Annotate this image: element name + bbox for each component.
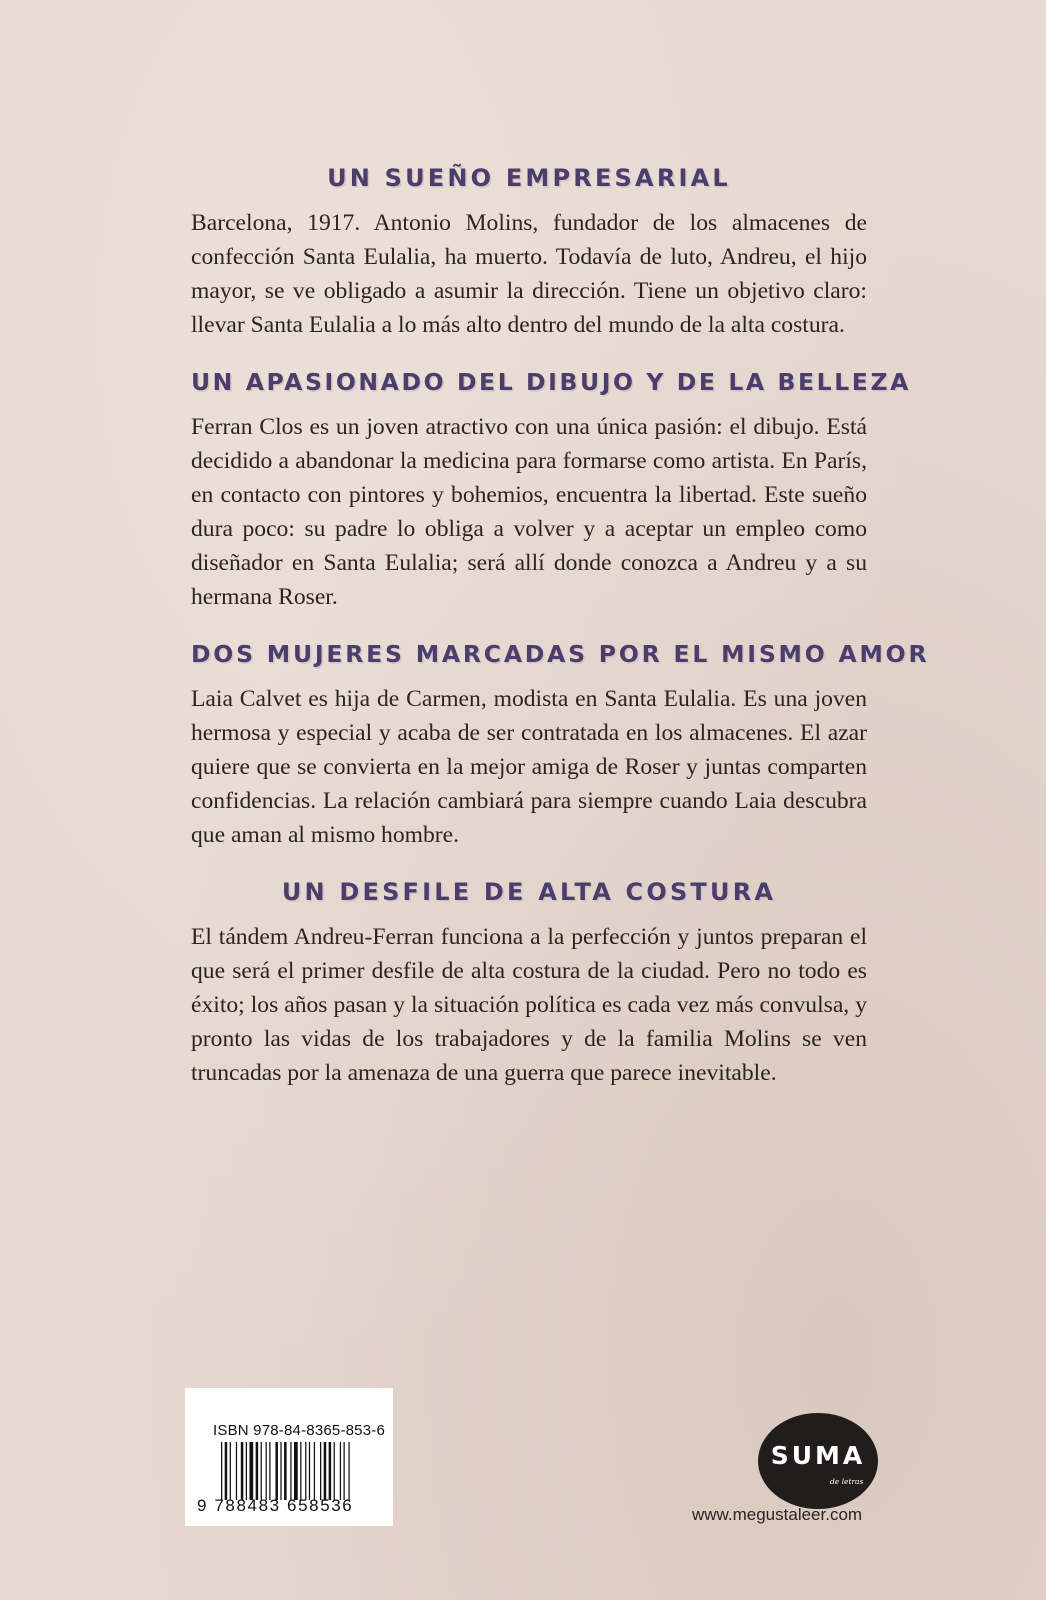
section-title-2: UN APASIONADO DEL DIBUJO Y DE LA BELLEZA: [191, 368, 911, 396]
back-cover-text: [191, 160, 930, 1090]
isbn-label: ISBN 978-84-8365-853-6: [213, 1422, 386, 1439]
publisher-logo-subtitle: de letras: [830, 1477, 864, 1486]
section-title-1: UN SUEÑO EMPRESARIAL: [327, 164, 731, 192]
barcode-bars-icon: [221, 1442, 371, 1500]
publisher-logo-name: SUMA: [770, 1441, 866, 1470]
isbn-barcode: [185, 1388, 393, 1526]
section-title-4: UN DESFILE DE ALTA COSTURA: [281, 878, 777, 906]
publisher-logo: [758, 1413, 878, 1509]
section-text-2: Ferran Clos es un joven atractivo con una única pasión: el dibujo. Está decidido a abandonar la medicina para formarse como artista. En París, en contacto con pintores y bohemios, encuentra la libertad. Este sueño dura poco: su padre lo obliga a volver y a aceptar un empleo como diseñador en Santa Eulalia; será allí donde conozca a Andreu y a su hermana Roser.: [191, 414, 867, 610]
section-text-1: Barcelona, 1917. Antonio Molins, fundador de los almacenes de confección Santa Eulalia, ha muerto. Todavía de luto, Andreu, el hijo mayor, se ve obligado a asumir la dirección. Tiene un objetivo claro: llevar Santa Eulalia a lo más alto dentro del mundo de la alta costura.: [191, 210, 867, 338]
section-text-3: Laia Calvet es hija de Carmen, modista en Santa Eulalia. Es una joven hermosa y especial y acaba de ser contratada en los almacenes. El azar quiere que se convierta en la mejor amiga de Roser y juntas comparten confidencias. La relación cambiará para siempre cuando Laia descubra que aman al mismo hombre.: [191, 686, 867, 848]
ean-digits: 9 788483 658536: [197, 1496, 354, 1515]
section-title-3: DOS MUJERES MARCADAS POR EL MISMO AMOR: [191, 640, 930, 668]
section-text-4: El tándem Andreu-Ferran funciona a la perfección y juntos preparan el que será el primer desfile de alta costura de la ciudad. Pero no todo es éxito; los años pasan y la situación política es cada vez más convulsa, y pronto las vidas de los trabajadores y de la familia Molins se ven truncadas por la amenaza de una guerra que parece inevitable.: [191, 924, 867, 1086]
publisher-website: www.megustaleer.com: [692, 1505, 863, 1524]
